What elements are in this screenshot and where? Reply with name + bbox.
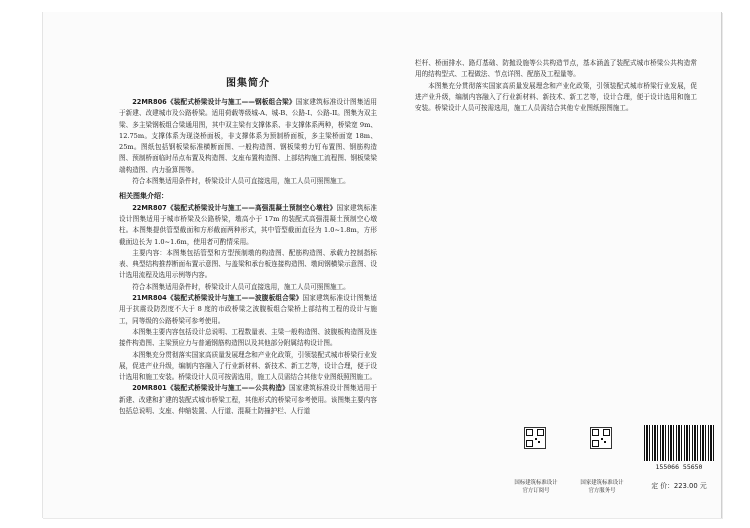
related-heading: 相关图集介绍： [119, 192, 168, 201]
related-text: 国家建筑标准设计图集适用于城市桥梁及公路桥梁，墩高小于 17m 的装配式高强混凝土预制空心墩柱。本图集提供管型截面和方形截面两种形式，其中管型截面直径为 1.0~1.8m，方形截面边长为 1.0~1.6m，使用者可酌情采用。 [119, 203, 378, 246]
related-text: 主要内容：本图集包括管型和方型预制墩的构造图、配筋构造图、承载力控制指标表、典型结构推荐断面布置示意图、与盖梁和承台板连接构造图、墩间钢横梁示意图、设计选用流程及选用示例等内容。 [119, 248, 377, 280]
related-paragraph [119, 248, 377, 282]
qr-right-caption-line2: 官方服务号 [588, 488, 616, 494]
related-paragraphs [119, 203, 377, 418]
qr-code-subscription[interactable] [524, 427, 546, 449]
related-lead: 21MR804《装配式桥梁设计与施工——波腹板组合梁》 [132, 294, 303, 303]
related-lead: 22MR807《装配式桥梁设计与施工——高强混凝土预制空心墩柱》 [132, 203, 337, 212]
related-text: 本图集主要内容包括设计总说明、工程数量表、主梁一般构造图、波腹板构造图及连接件构造图、主梁预应力与普通钢筋构造图以及其他部分附属结构设计图。 [119, 327, 377, 348]
qr-left-caption-line2: 官方订阅号 [522, 488, 550, 494]
related-paragraph [119, 203, 377, 248]
related-text: 国家建筑标准设计图集适用于抗震设防烈度不大于 8 度的市政桥梁之波腹板组合梁桥上部结构工程的设计与施工，同等级的公路桥梁可参考使用。 [119, 294, 378, 325]
qr-code-service[interactable] [590, 427, 612, 449]
related-paragraph [119, 327, 377, 350]
qr-right-caption-line1: 国家建筑标准设计 [580, 480, 624, 486]
page-sheet [42, 12, 722, 518]
right-text: 本图集充分贯彻落实国家高质量发展理念和产业化政策，引领装配式城市桥梁行业发展，促进产业升级，编制内容融入了行业新材料、新技术、新工艺等，设计合理，便于设计选用和施工安装。桥梁设计人员可按需选用，施工人员需结合其他专业图纸照图施工。 [415, 81, 697, 113]
qr-codes [514, 427, 624, 494]
related-text: 本图集充分贯彻落实国家高质量发展理念和产业化政策，引领装配式城市桥梁行业发展，促进产业升级，编制内容融入了行业新材料、新技术、新工艺等，设计合理，便于设计选用和施工安装。桥梁设计人员可按需选用，施工人员需结合其他专业图纸照图施工。 [119, 350, 377, 382]
left-text: 国家建筑标准设计图集适用于新建、改建城市及公路桥梁。适用荷载等级城-A、城-B、公路-I、公路-II。图集为双主梁、多主梁钢板组合梁通用图，其中双主梁有支撑体系、非支撑体系两种，桥梁宽 9m、12.75m。支撑体系为现浇桥面板，非支撑体系为预制桥面板，多主梁桥面宽 18m、25m。图纸包括钢板梁标准横断面图、一般构造图、钢板梁剪力钉布置图、钢筋构造图、预制桥面临时吊点布置及构造图、支座布置构造图、上部结构施工流程图、钢板梁梁端构造图、内力验算图等。 [119, 98, 378, 174]
right-paragraph [415, 58, 697, 81]
right-column [415, 58, 697, 114]
related-paragraph [119, 383, 377, 417]
left-paragraph [119, 97, 377, 176]
left-paragraph [119, 176, 377, 187]
related-text: 国家建筑标准设计图集适用于新建、改建和扩建的装配式城市桥梁工程，其他形式的桥梁可参考使用。该图集主要内容包括总说明、支座、伸缩装置、人行道、混凝土防撞护栏、人行道 [119, 384, 378, 416]
related-paragraph [119, 350, 377, 384]
qr-left-caption-line1: 国标建筑标准设计 [514, 480, 558, 486]
left-text: 符合本图集适用条件时，桥梁设计人员可直接选用，施工人员可照图施工。 [132, 177, 350, 186]
page-title: 图集简介 [226, 78, 270, 89]
related-text: 符合本图集适用条件时，桥梁设计人员可直接选用，施工人员可照图施工。 [132, 282, 350, 291]
left-column [119, 74, 377, 417]
barcode-number: 155066 55650 [655, 463, 703, 471]
left-paragraphs [119, 97, 377, 187]
left-lead: 22MR806《装配式桥梁设计与施工——钢板组合梁》 [132, 98, 296, 106]
price-label: 定 价：223.00 元 [651, 482, 707, 490]
right-paragraph [415, 81, 697, 115]
right-text: 栏杆、桥面排水、路灯基础、防抛设施等公共构造节点，基本涵盖了装配式城市桥梁公共构造常用的结构型式、工程做法、节点详图、配筋及工程量等。 [415, 59, 697, 79]
isbn-barcode [644, 425, 714, 461]
related-paragraph [119, 282, 377, 293]
qr-left-caption [506, 479, 566, 495]
qr-right-caption [572, 479, 632, 495]
related-lead: 20MR801《装配式桥梁设计与施工——公共构造》 [132, 384, 289, 393]
related-paragraph [119, 293, 377, 327]
